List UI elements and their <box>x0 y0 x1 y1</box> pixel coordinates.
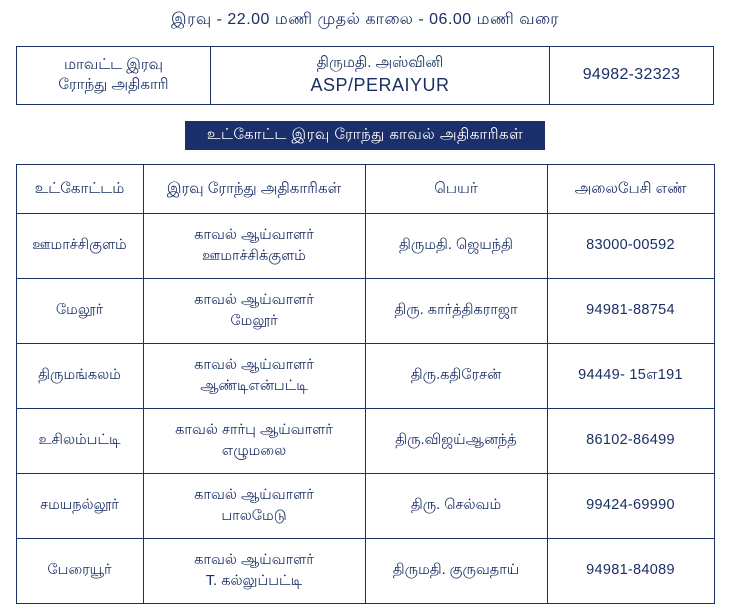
cell-officer <box>143 343 365 408</box>
column-header-name: பெயர் <box>365 164 547 213</box>
cell-officer <box>143 473 365 538</box>
table-row <box>17 47 714 105</box>
cell-officer-station: ஆண்டிஎன்பட்டி <box>200 377 308 394</box>
cell-officer-rank: காவல் சார்பு ஆய்வாளர் <box>175 421 333 438</box>
cell-phone: 86102-86499 <box>547 408 714 473</box>
officer-name-tamil: திருமதி. அஸ்வினி <box>316 54 444 71</box>
cell-name: திருமதி. குருவதாய் <box>365 538 547 603</box>
cell-name: திரு.விஜய்ஆனந்த் <box>365 408 547 473</box>
cell-phone: 83000-00592 <box>547 213 714 278</box>
officer-designation-line2: ரோந்து அதிகாரி <box>58 76 169 94</box>
table-row <box>16 538 714 603</box>
column-header-officers: இரவு ரோந்து அதிகாரிகள் <box>143 164 365 213</box>
officer-designation-cell <box>17 47 211 105</box>
cell-phone: 94981-88754 <box>547 278 714 343</box>
officer-designation-line1: மாவட்ட இரவு <box>63 56 163 74</box>
cell-officer <box>143 408 365 473</box>
table-row <box>16 343 714 408</box>
officer-phone-cell <box>550 47 714 105</box>
cell-officer <box>143 538 365 603</box>
cell-name: திரு.கதிரேசன் <box>365 343 547 408</box>
subdivision-night-patrol-table <box>16 164 715 604</box>
cell-officer-station: T. கல்லுப்பட்டி <box>205 572 303 589</box>
cell-subdivision: திருமங்கலம் <box>16 343 143 408</box>
cell-officer-rank: காவல் ஆய்வாளர் <box>194 486 314 503</box>
section-banner-title: உட்கோட்ட இரவு ரோந்து காவல் அதிகாரிகள் <box>185 121 545 150</box>
officer-phone: 94982-32323 <box>582 66 681 84</box>
cell-officer-station: ஊமாச்சிக்குளம் <box>202 247 306 264</box>
cell-name: திருமதி. ஜெயந்தி <box>365 213 547 278</box>
cell-subdivision: உசிலம்பட்டி <box>16 408 143 473</box>
district-night-patrol-officer-table <box>16 46 714 105</box>
column-header-phone: அலைபேசி எண் <box>547 164 714 213</box>
cell-subdivision: மேலூர் <box>16 278 143 343</box>
night-duty-time-heading: இரவு - 22.00 மணி முதல் காலை - 06.00 மணி வரை <box>171 11 559 28</box>
table-row <box>16 408 714 473</box>
table-header-row <box>16 164 714 213</box>
cell-name: திரு. கார்த்திகராஜா <box>365 278 547 343</box>
cell-subdivision: ஊமாச்சிகுளம் <box>16 213 143 278</box>
cell-officer <box>143 213 365 278</box>
cell-subdivision: பேரையூர் <box>16 538 143 603</box>
cell-officer-rank: காவல் ஆய்வாளர் <box>194 226 314 243</box>
cell-name: திரு. செல்வம் <box>365 473 547 538</box>
cell-officer-station: மேலூர் <box>230 312 278 329</box>
table-body <box>16 213 714 603</box>
cell-phone: 94981-84089 <box>547 538 714 603</box>
column-header-subdivision: உட்கோட்டம் <box>16 164 143 213</box>
officer-name-cell <box>211 47 550 105</box>
cell-officer-rank: காவல் ஆய்வாளர் <box>194 356 314 373</box>
cell-officer-rank: காவல் ஆய்வாளர் <box>194 551 314 568</box>
table-row <box>16 213 714 278</box>
cell-officer-station: பாலமேடு <box>221 507 287 524</box>
cell-officer-rank: காவல் ஆய்வாளர் <box>194 291 314 308</box>
officer-post-english: ASP/PERAIYUR <box>310 75 450 96</box>
table-row <box>16 278 714 343</box>
table-row <box>16 473 714 538</box>
cell-phone: 94449- 15எ191 <box>547 343 714 408</box>
cell-officer <box>143 278 365 343</box>
cell-officer-station: எழுமலை <box>221 442 287 459</box>
cell-subdivision: சமயநல்லூர் <box>16 473 143 538</box>
section-banner-wrapper <box>0 121 730 150</box>
cell-phone: 99424-69990 <box>547 473 714 538</box>
